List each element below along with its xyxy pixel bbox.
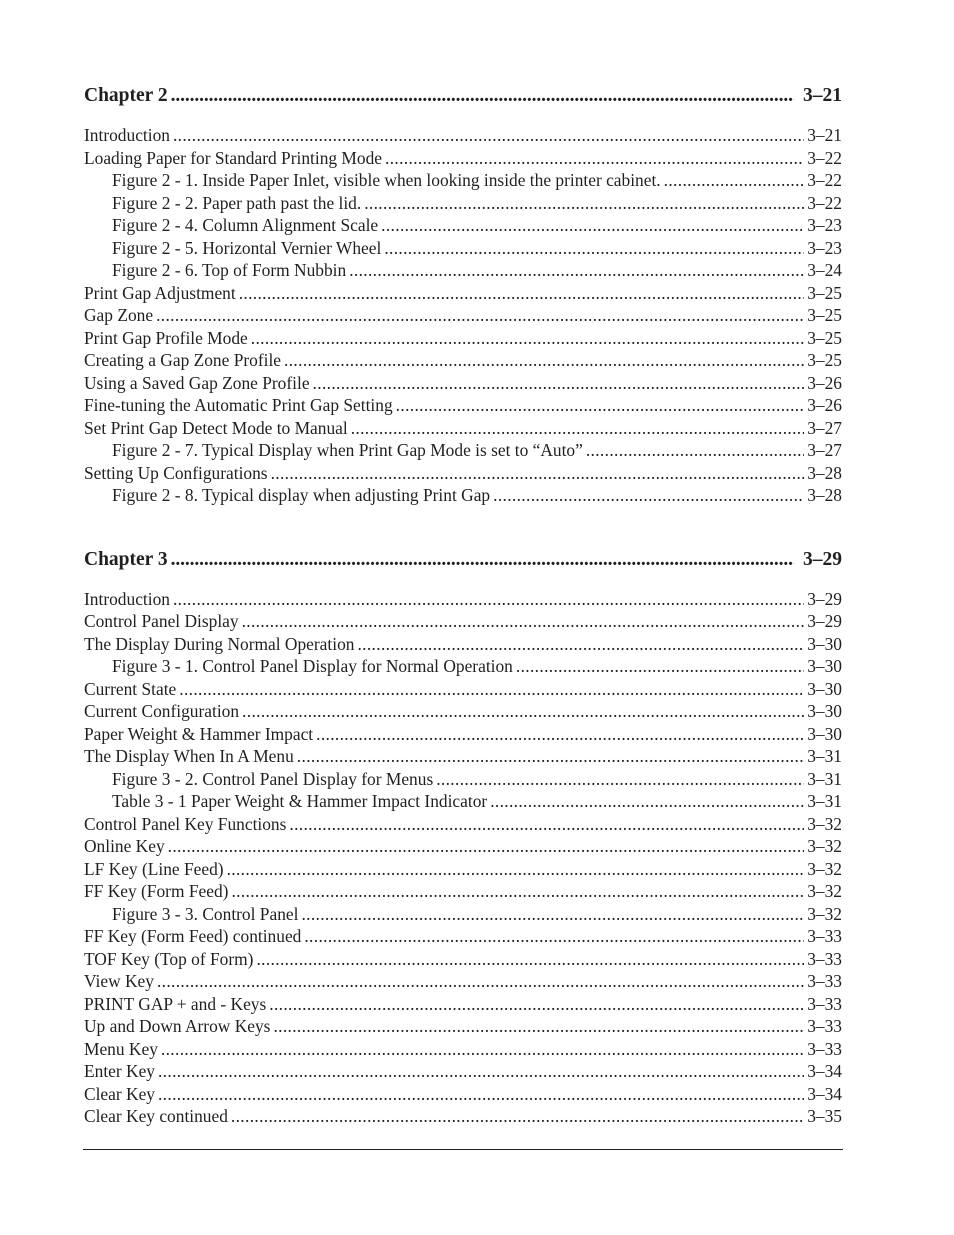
toc-entry-label: Clear Key bbox=[84, 1083, 155, 1104]
toc-entry-page-number: 3–28 bbox=[807, 485, 842, 505]
toc-entry-page-number: 3–25 bbox=[807, 305, 842, 325]
dot-leader bbox=[385, 147, 804, 170]
toc-entry-page-number: 3–33 bbox=[807, 1038, 842, 1059]
toc-entry-label: Gap Zone bbox=[84, 305, 154, 325]
toc-entry-page-number: 3–31 bbox=[807, 768, 842, 789]
toc-entry-label: Set Print Gap Detect Mode to Manual bbox=[84, 417, 348, 438]
toc-entry bbox=[84, 1083, 842, 1106]
toc-subentry bbox=[84, 439, 842, 462]
toc-entry-page-number: 3–31 bbox=[807, 746, 842, 766]
toc-entry-label: Figure 2 - 2. Paper path past the lid. bbox=[112, 192, 362, 213]
toc-entry-page-number: 3–25 bbox=[807, 327, 842, 348]
toc-entry-page-number: 3–22 bbox=[807, 147, 842, 168]
toc-entry bbox=[84, 723, 842, 746]
dot-leader bbox=[179, 678, 804, 701]
toc-subentry bbox=[84, 484, 842, 507]
toc-entry-label: Online Key bbox=[84, 836, 165, 856]
toc-entry bbox=[84, 880, 842, 903]
toc-entry bbox=[84, 124, 842, 147]
dot-leader bbox=[493, 484, 804, 507]
toc-entry-page-number: 3–25 bbox=[807, 350, 842, 370]
dot-leader bbox=[273, 1015, 804, 1038]
toc-entry bbox=[84, 1060, 842, 1083]
toc-entry-label: Up and Down Arrow Keys bbox=[84, 1016, 271, 1036]
toc-entry-label: Figure 2 - 5. Horizontal Vernier Wheel bbox=[112, 237, 382, 258]
dot-leader bbox=[490, 790, 804, 813]
dot-leader bbox=[664, 169, 805, 192]
dot-leader bbox=[168, 835, 805, 858]
toc-entry-page-number: 3–23 bbox=[807, 215, 842, 235]
toc-entry-page-number: 3–24 bbox=[807, 260, 842, 280]
dot-leader bbox=[436, 768, 804, 791]
chapter-title: Chapter 2 bbox=[84, 85, 168, 106]
toc-entry-label: Introduction bbox=[84, 125, 170, 145]
dot-leader bbox=[271, 462, 805, 485]
toc-entry-label: Enter Key bbox=[84, 1061, 155, 1081]
dot-leader bbox=[158, 1060, 804, 1083]
toc-entry bbox=[84, 970, 842, 993]
toc-entry-label: LF Key (Line Feed) bbox=[84, 858, 224, 879]
toc-entry bbox=[84, 372, 842, 395]
toc-entry-page-number: 3–34 bbox=[807, 1083, 842, 1104]
toc-subentry bbox=[84, 259, 842, 282]
toc-entry bbox=[84, 745, 842, 768]
dot-leader bbox=[364, 192, 804, 215]
toc-entry-label: Figure 3 - 1. Control Panel Display for Normal Operation bbox=[112, 656, 513, 676]
dot-leader bbox=[227, 858, 805, 881]
toc-entry-label: TOF Key (Top of Form) bbox=[84, 948, 254, 969]
dot-leader bbox=[157, 970, 804, 993]
chapter-heading bbox=[84, 81, 842, 111]
toc-entry bbox=[84, 462, 842, 485]
bottom-rule bbox=[83, 1149, 843, 1150]
dot-leader bbox=[171, 81, 794, 111]
toc-entry-label: The Display When In A Menu bbox=[84, 746, 294, 766]
toc-subentry bbox=[84, 903, 842, 926]
dot-leader bbox=[586, 439, 804, 462]
toc-entry bbox=[84, 858, 842, 881]
toc-entry-page-number: 3–22 bbox=[807, 192, 842, 213]
toc-entry-page-number: 3–32 bbox=[807, 813, 842, 834]
toc-entry-label: Figure 2 - 8. Typical display when adjusting Print Gap bbox=[112, 485, 491, 505]
dot-leader bbox=[173, 588, 804, 611]
table-of-contents bbox=[84, 81, 842, 1128]
toc-entry-page-number: 3–33 bbox=[807, 971, 842, 991]
toc-entry bbox=[84, 678, 842, 701]
toc-subentry bbox=[84, 214, 842, 237]
toc-entry-page-number: 3–26 bbox=[807, 372, 842, 393]
toc-entry-label: Clear Key continued bbox=[84, 1106, 228, 1126]
chapter-heading bbox=[84, 545, 842, 575]
toc-entry-page-number: 3–21 bbox=[807, 125, 842, 145]
dot-leader bbox=[301, 903, 804, 926]
toc-entry-label: Current State bbox=[84, 678, 177, 699]
toc-entry-page-number: 3–32 bbox=[807, 903, 842, 924]
toc-entry-label: FF Key (Form Feed) bbox=[84, 881, 229, 901]
toc-entry-page-number: 3–32 bbox=[807, 858, 842, 879]
dot-leader bbox=[297, 745, 804, 768]
toc-entry-label: Setting Up Configurations bbox=[84, 462, 268, 483]
toc-subentry bbox=[84, 768, 842, 791]
dot-leader bbox=[251, 327, 804, 350]
toc-entry bbox=[84, 610, 842, 633]
toc-entry-label: Current Configuration bbox=[84, 701, 240, 721]
toc-entry-label: Paper Weight & Hammer Impact bbox=[84, 723, 314, 744]
dot-leader bbox=[384, 237, 804, 260]
dot-leader bbox=[173, 124, 804, 147]
toc-entry-page-number: 3–31 bbox=[807, 791, 842, 811]
toc-entry-page-number: 3–30 bbox=[807, 633, 842, 654]
chapter-section bbox=[84, 545, 842, 1128]
toc-entry-page-number: 3–27 bbox=[807, 417, 842, 438]
dot-leader bbox=[242, 610, 805, 633]
toc-entry-label: PRINT GAP + and - Keys bbox=[84, 993, 267, 1014]
toc-entry bbox=[84, 349, 842, 372]
toc-entry bbox=[84, 304, 842, 327]
chapter-page-number: 3–29 bbox=[803, 548, 842, 570]
toc-entry bbox=[84, 588, 842, 611]
toc-entry-label: Print Gap Adjustment bbox=[84, 282, 236, 303]
toc-entry-page-number: 3–27 bbox=[807, 440, 842, 460]
dot-leader bbox=[516, 655, 804, 678]
toc-entry-page-number: 3–29 bbox=[807, 611, 842, 631]
toc-entry-page-number: 3–23 bbox=[807, 237, 842, 258]
toc-entry-page-number: 3–32 bbox=[807, 881, 842, 901]
dot-leader bbox=[239, 282, 805, 305]
toc-entry-page-number: 3–32 bbox=[807, 836, 842, 856]
toc-entry-label: Figure 2 - 7. Typical Display when Print Gap Mode is set to “Auto” bbox=[112, 440, 583, 460]
toc-entry-label: Control Panel Display bbox=[84, 611, 239, 631]
toc-entry bbox=[84, 1105, 842, 1128]
dot-leader bbox=[231, 880, 804, 903]
toc-entry bbox=[84, 1038, 842, 1061]
toc-entry bbox=[84, 700, 842, 723]
toc-entry-page-number: 3–30 bbox=[807, 701, 842, 721]
toc-entry bbox=[84, 813, 842, 836]
toc-entry bbox=[84, 948, 842, 971]
toc-entry-label: Creating a Gap Zone Profile bbox=[84, 350, 282, 370]
toc-entry-page-number: 3–30 bbox=[807, 678, 842, 699]
toc-entry-page-number: 3–28 bbox=[807, 462, 842, 483]
dot-leader bbox=[349, 259, 804, 282]
dot-leader bbox=[381, 214, 804, 237]
toc-entry-label: Menu Key bbox=[84, 1038, 158, 1059]
toc-entry bbox=[84, 394, 842, 417]
toc-entry-page-number: 3–30 bbox=[807, 723, 842, 744]
chapter-page-number: 3–21 bbox=[803, 85, 842, 106]
dot-leader bbox=[161, 1038, 804, 1061]
toc-entry-label: View Key bbox=[84, 971, 154, 991]
chapter-section bbox=[84, 81, 842, 507]
toc-subentry bbox=[84, 655, 842, 678]
toc-entry-page-number: 3–29 bbox=[807, 588, 842, 609]
toc-entry-label: Figure 2 - 4. Column Alignment Scale bbox=[112, 215, 379, 235]
toc-entry bbox=[84, 835, 842, 858]
toc-entry-label: Fine-tuning the Automatic Print Gap Setting bbox=[84, 395, 393, 415]
chapter-title: Chapter 3 bbox=[84, 548, 168, 570]
dot-leader bbox=[313, 372, 805, 395]
toc-entry-label: Figure 3 - 3. Control Panel bbox=[112, 903, 299, 924]
dot-leader bbox=[242, 700, 804, 723]
dot-leader bbox=[156, 304, 804, 327]
toc-entry-label: FF Key (Form Feed) continued bbox=[84, 926, 302, 946]
dot-leader bbox=[171, 545, 794, 575]
dot-leader bbox=[158, 1083, 804, 1106]
dot-leader bbox=[357, 633, 804, 656]
toc-entry-label: Control Panel Key Functions bbox=[84, 813, 287, 834]
toc-entry-page-number: 3–33 bbox=[807, 993, 842, 1014]
toc-entry-label: Print Gap Profile Mode bbox=[84, 327, 248, 348]
toc-entry-label: Figure 2 - 6. Top of Form Nubbin bbox=[112, 260, 347, 280]
toc-subentry bbox=[84, 237, 842, 260]
dot-leader bbox=[304, 925, 804, 948]
toc-subentry bbox=[84, 169, 842, 192]
toc-entry bbox=[84, 925, 842, 948]
toc-entry-label: Figure 2 - 1. Inside Paper Inlet, visible when looking inside the printer cabinet. bbox=[112, 170, 661, 190]
dot-leader bbox=[256, 948, 804, 971]
toc-entry-label: Loading Paper for Standard Printing Mode bbox=[84, 147, 383, 168]
toc-entry-label: Table 3 - 1 Paper Weight & Hammer Impact Indicator bbox=[112, 791, 488, 811]
dot-leader bbox=[284, 349, 804, 372]
toc-entry-page-number: 3–33 bbox=[807, 926, 842, 946]
toc-entry bbox=[84, 417, 842, 440]
toc-entry-page-number: 3–30 bbox=[807, 656, 842, 676]
toc-entry-page-number: 3–22 bbox=[807, 170, 842, 190]
toc-entry bbox=[84, 1015, 842, 1038]
toc-entry-page-number: 3–35 bbox=[807, 1106, 842, 1126]
toc-entry-label: The Display During Normal Operation bbox=[84, 633, 355, 654]
dot-leader bbox=[396, 394, 805, 417]
toc-entry bbox=[84, 282, 842, 305]
toc-subentry bbox=[84, 790, 842, 813]
toc-entry-label: Using a Saved Gap Zone Profile bbox=[84, 372, 310, 393]
toc-entry-label: Figure 3 - 2. Control Panel Display for Menus bbox=[112, 768, 434, 789]
toc-entry bbox=[84, 327, 842, 350]
toc-entry bbox=[84, 993, 842, 1016]
toc-entry bbox=[84, 633, 842, 656]
dot-leader bbox=[351, 417, 805, 440]
toc-entry-page-number: 3–33 bbox=[807, 1016, 842, 1036]
toc-subentry bbox=[84, 192, 842, 215]
toc-entry-page-number: 3–33 bbox=[807, 948, 842, 969]
toc-entry-label: Introduction bbox=[84, 588, 170, 609]
dot-leader bbox=[269, 993, 804, 1016]
dot-leader bbox=[231, 1105, 804, 1128]
dot-leader bbox=[316, 723, 804, 746]
toc-entry-page-number: 3–26 bbox=[807, 395, 842, 415]
toc-entry-page-number: 3–34 bbox=[807, 1061, 842, 1081]
toc-entry-page-number: 3–25 bbox=[807, 282, 842, 303]
dot-leader bbox=[289, 813, 804, 836]
toc-entry bbox=[84, 147, 842, 170]
